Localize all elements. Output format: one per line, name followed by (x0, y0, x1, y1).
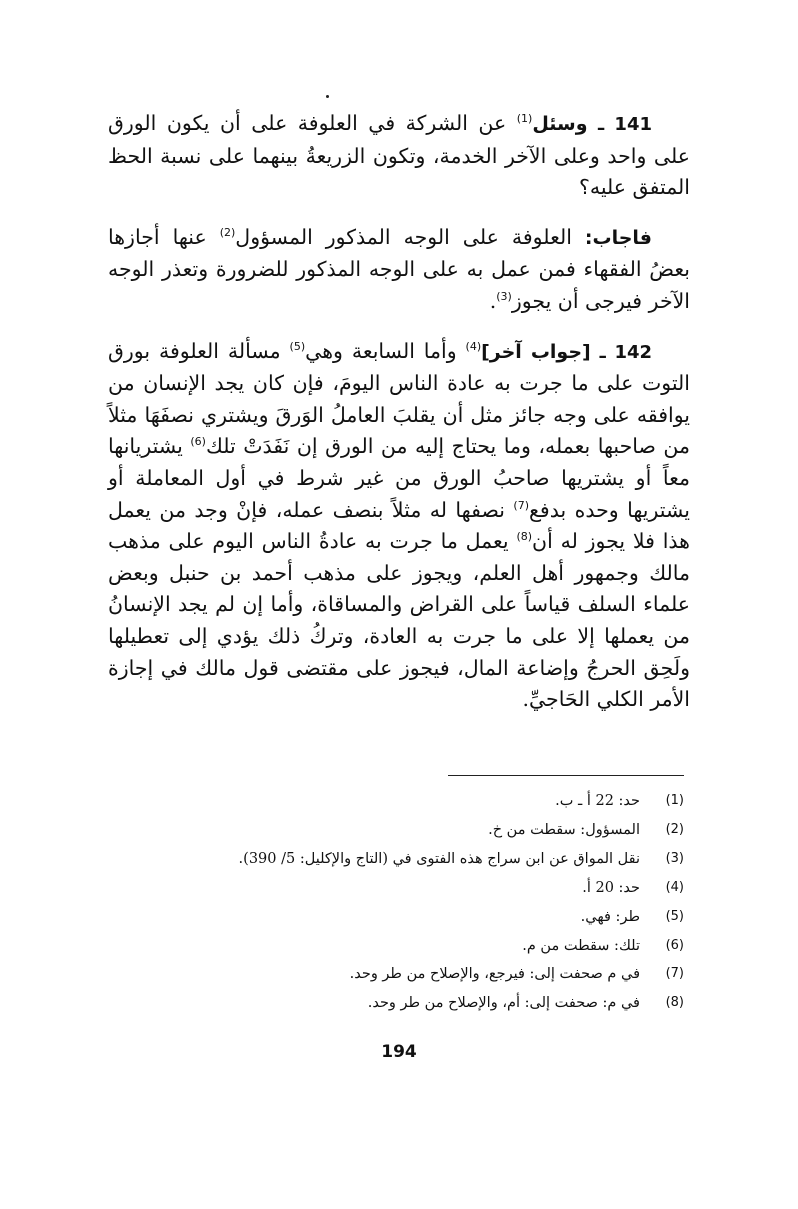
footnote-number: (8) (665, 995, 684, 1011)
footnote-number: (2) (665, 821, 684, 837)
footnote-ref-8: (8) (516, 530, 533, 544)
keyword-question: وسئل (532, 113, 588, 135)
footnote-text: في م: صحفت إلى: أم، والإصلاح من طر وحد. (367, 995, 640, 1012)
footnote-ref-6: (6) (190, 435, 206, 449)
footnote-text: حد: 22 أ ـ ب. (555, 793, 640, 809)
footnote-text: طر: فهي. (580, 908, 640, 925)
p142-text-d: نصفها له مثلاً بنصف عمله، فإنْ وجد من يعمل هذا فلا يجوز له أن (108, 497, 690, 554)
footnote-text: حد: 20 أ. (582, 879, 640, 896)
ink-dot (326, 95, 329, 98)
paragraph-141-question (108, 108, 690, 204)
footnote-separator (448, 775, 684, 776)
footnote-ref-2: (2) (219, 225, 236, 239)
footnote-3 (200, 845, 684, 874)
item-number-141: 141 ـ (598, 114, 652, 135)
paragraph-142 (108, 336, 690, 716)
paragraph-141-answer (108, 222, 690, 318)
footnote-ref-5: (5) (289, 339, 306, 353)
footnote-ref-3: (3) (496, 290, 512, 304)
p142-text-a: وأما السابعة وهي (305, 338, 466, 363)
p142-text-e: يعمل ما جرت به عادةُ الناس اليوم على مذهب مالك وجمهور أهل العلم، ويجوز على مذهب أحمد بن حنبل وبعض علماء السلف قياساً على القراض والمساقاة، وأما إن لم يجد الإنسانُ من يعملها إلا على ما جرت به العادة، وتركُ ذلك يؤدي إلى تعطيلها ولَحِق الحرجُ وإضاعة المال، فيجوز على مقتضى قول مالك في إجازة الأمر الكلي الحَاجيِّ. (108, 529, 690, 712)
footnote-number: (3) (665, 850, 684, 866)
answer-text-b: عنها أجازها بعضُ الفقهاء فمن عمل به على الوجه المذكور للضرورة وتعذر الوجه الآخر فيرجى أن يجوز (108, 224, 690, 313)
footnote-5 (200, 903, 684, 932)
footnote-1 (200, 787, 684, 816)
footnote-number: (7) (665, 966, 684, 982)
footnote-ref-4: (4) (465, 339, 482, 353)
answer-text-c: . (489, 288, 497, 313)
footnotes (200, 787, 684, 1018)
page-number: 194 (381, 1042, 417, 1062)
footnote-text: المسؤول: سقطت من خ. (488, 821, 640, 838)
footnote-text: تلك: سقطت من م. (522, 937, 640, 954)
footnote-ref-1: (1) (516, 112, 533, 126)
p142-text-b: مسألة العلوفة بورق التوت على ما جرت به عادة الناس اليومَ، فإن كان يجد الإنسان من يوافقه على وجه جائز مثل أن يقلبَ العاملُ الوَرقَ ويشتري نصفَهَا مثلاً من صاحبها بعمله، وما يحتاج إليه من الورق إن نَفَدَتْ تلك (108, 338, 690, 459)
footnote-ref-7: (7) (513, 498, 529, 512)
p142-text-c: يشتريانها معاً أو يشتريها صاحبُ الورق من غير شرط في أول المعاملة أو يشتريها وحده بدفع (108, 434, 690, 522)
footnote-text: في م صحفت إلى: فيرجع، والإصلاح من طر وحد. (349, 966, 640, 983)
keyword-another-answer: [جواب آخر] (481, 340, 591, 363)
footnote-number: (1) (665, 793, 684, 808)
item-number-142: 142 ـ (599, 341, 653, 363)
footnote-4 (200, 874, 684, 903)
main-text (108, 108, 690, 716)
footnote-2 (200, 816, 684, 845)
footnote-number: (5) (665, 908, 684, 924)
answer-text-a: العلوفة على الوجه المذكور المسؤول (235, 224, 585, 249)
footnote-number: (6) (665, 937, 684, 953)
footnote-8 (200, 989, 684, 1018)
footnote-text: نقل المواق عن ابن سراج هذه الفتوى في (التاج والإكليل: 5/ 390). (238, 850, 640, 867)
footnote-number: (4) (665, 879, 684, 895)
footnote-6 (200, 932, 684, 961)
question-text: عن الشركة في العلوفة على أن يكون الورق على واحد وعلى الآخر الخدمة، وتكون الزريعةُ بينهما على نسبة الحظ المتفق عليه؟ (108, 111, 690, 200)
footnote-7 (200, 960, 684, 989)
keyword-answer: فاجاب: (584, 226, 652, 249)
